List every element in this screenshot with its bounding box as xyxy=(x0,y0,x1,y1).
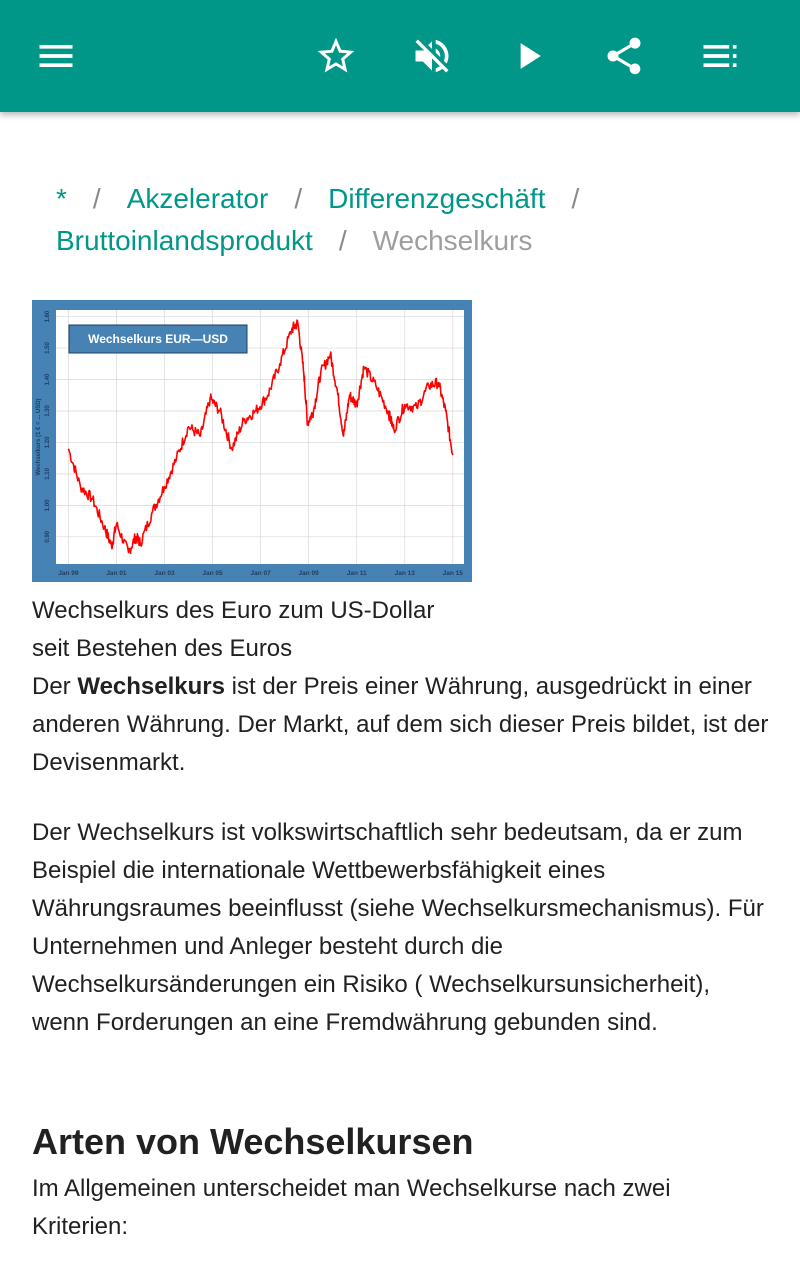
play-icon xyxy=(506,34,550,78)
share-icon xyxy=(602,34,646,78)
paragraph-significance: Der Wechselkurs ist volkswirtschaftlich sehr bedeutsam, da er zum Beispiel die internationale Wettbewerbsfähigkeit eines Währungsraumes beeinflusst (siehe Wechselkursmechanismus). Für Unternehmen und Anleger besteht durch die Wechselkursänderungen ein Risiko ( Wechselkursunsicherheit), wenn Forderungen an eine Fremdwährung gebunden sind. xyxy=(32,819,764,1036)
play-button[interactable] xyxy=(500,28,556,84)
playlist-button[interactable] xyxy=(692,28,748,84)
paragraph-intro-bold: Wechselkurs xyxy=(77,673,225,700)
exchange-rate-figure[interactable] xyxy=(32,300,472,582)
breadcrumb-link-akzelerator[interactable]: Akzelerator xyxy=(126,183,269,214)
y-tick-labels xyxy=(45,310,51,543)
paragraph-arten-intro: Im Allgemeinen unterscheidet man Wechselkurse nach zwei Kriterien: xyxy=(32,1175,671,1240)
breadcrumb-separator: / xyxy=(92,183,101,214)
breadcrumb xyxy=(56,178,766,262)
y-tick-label: 1.10 xyxy=(45,468,51,480)
x-tick-label: Jan 03 xyxy=(154,570,175,577)
y-axis-label: Wechselkurs (1 € = ... USD) xyxy=(36,398,42,476)
exchange-rate-chart xyxy=(32,300,472,582)
bookmark-button[interactable] xyxy=(308,28,364,84)
menu-button[interactable] xyxy=(28,28,84,84)
mute-button[interactable] xyxy=(404,28,460,84)
breadcrumb-separator: / xyxy=(294,183,303,214)
chart-title: Wechselkurs EUR—USD xyxy=(88,332,228,346)
figure-caption xyxy=(32,592,492,668)
figure-caption-line-2: seit Bestehen des Euros xyxy=(32,635,293,662)
breadcrumb-link-differenzgeschaeft[interactable]: Differenzgeschäft xyxy=(328,183,546,214)
share-button[interactable] xyxy=(596,28,652,84)
breadcrumb-current: Wechselkurs xyxy=(372,225,533,256)
app-bar xyxy=(0,0,800,112)
y-tick-label: 1.30 xyxy=(45,405,51,417)
x-tick-label: Jan 15 xyxy=(442,570,463,577)
x-tick-labels xyxy=(58,570,463,577)
section-heading-arten: Arten von Wechselkursen xyxy=(32,1121,474,1162)
paragraph-intro-pre: Der xyxy=(32,673,78,700)
breadcrumb-separator: / xyxy=(338,225,347,256)
x-tick-label: Jan 09 xyxy=(298,570,319,577)
y-tick-label: 1.60 xyxy=(45,310,51,323)
breadcrumb-link-home[interactable]: * xyxy=(56,183,67,214)
x-tick-label: Jan 07 xyxy=(250,570,271,577)
x-tick-label: Jan 11 xyxy=(346,570,367,577)
x-tick-label: Jan 05 xyxy=(202,570,223,577)
x-tick-label: Jan 99 xyxy=(58,570,79,577)
y-tick-label: 1.50 xyxy=(45,342,51,354)
playlist-icon xyxy=(698,34,742,78)
x-tick-label: Jan 13 xyxy=(394,570,415,577)
y-tick-label: 1.00 xyxy=(45,499,51,512)
menu-icon xyxy=(34,34,78,78)
x-tick-label: Jan 01 xyxy=(106,570,127,577)
paragraph-intro xyxy=(32,668,772,782)
paragraph-intro-post: ist der Preis einer Währung, ausgedrückt in einer anderen Währung. Der Markt, auf dem sich dieser Preis bildet, ist der Devisenmarkt. xyxy=(32,673,769,776)
y-tick-label: 1.20 xyxy=(45,436,51,449)
figure-caption-line-1: Wechselkurs des Euro zum US-Dollar xyxy=(32,597,435,624)
y-tick-label: 1.40 xyxy=(45,373,51,386)
y-tick-label: 0.90 xyxy=(45,530,51,543)
breadcrumb-link-bruttoinlandsprodukt[interactable]: Bruttoinlandsprodukt xyxy=(56,225,313,256)
breadcrumb-separator: / xyxy=(571,183,580,214)
star-outline-icon xyxy=(314,34,358,78)
volume-off-icon xyxy=(410,34,454,78)
